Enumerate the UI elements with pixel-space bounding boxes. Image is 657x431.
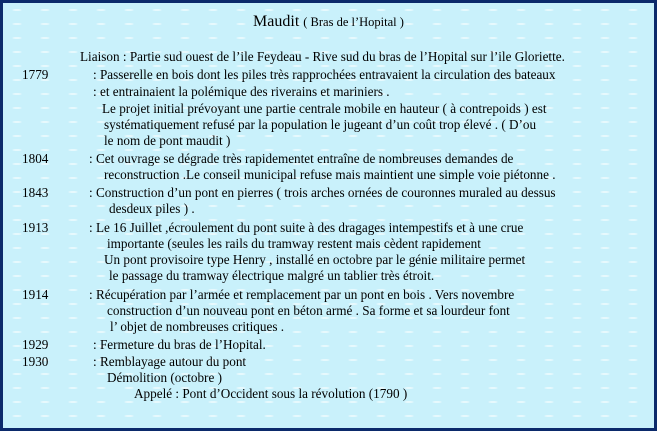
year-1913: 1913 <box>22 220 49 235</box>
entry-line: l’ objet de nombreuses critiques . <box>110 319 285 334</box>
entry-line: Démolition (octobre ) <box>107 370 222 385</box>
entry-line: reconstruction .Le conseil municipal refuse mais maintient une simple voie piétonne . <box>104 167 556 182</box>
title-main: Maudit <box>253 13 300 30</box>
entry-line: : Remblayage autour du pont <box>93 354 247 369</box>
intro-line: Liaison : Partie sud ouest de l’ile Feydeau - Rive sud du bras de l’Hopital sur l’ile Gloriette. <box>80 49 565 64</box>
entry-line: : Construction d’un pont en pierres ( trois arches ornées de couronnes muraled au dessus <box>89 185 556 200</box>
entry-line: le passage du tramway électrique malgré un tablier très étroit. <box>109 268 435 283</box>
year-1779: 1779 <box>22 67 49 82</box>
year-1930: 1930 <box>22 354 49 369</box>
entry-line: : Fermeture du bras de l’Hopital. <box>93 337 266 352</box>
entry-line: : et entrainaient la polémique des riverains et mariniers . <box>93 84 390 99</box>
year-1929: 1929 <box>22 337 49 352</box>
entry-line: desdeux piles ) . <box>109 201 195 216</box>
entry-line: : Passerelle en bois dont les piles très rapprochées entravaient la circulation des bateaux <box>93 67 556 82</box>
year-1843: 1843 <box>22 185 49 200</box>
year-1804: 1804 <box>22 151 49 166</box>
page-title <box>3 13 654 31</box>
entry-line: Le projet initial prévoyant une partie centrale mobile en hauteur ( à contrepoids ) est <box>102 101 547 116</box>
entry-line: le nom de pont maudit ) <box>104 133 231 148</box>
entry-line: : Le 16 Juillet ,écroulement du pont suite à des dragages intempestifs et à une crue <box>89 220 524 235</box>
entry-line: : Récupération par l’armée et remplacement par un pont en bois . Vers novembre <box>89 287 515 302</box>
footer-note: Appelé : Pont d’Occident sous la révolution (1790 ) <box>134 386 408 401</box>
entry-line: construction d’un nouveau pont en béton armé . Sa forme et sa lourdeur font <box>107 303 510 318</box>
entry-line: systématiquement refusé par la population le jugeant d’un coût trop élevé . ( D’ou <box>104 117 537 132</box>
year-1914: 1914 <box>22 287 49 302</box>
entry-line: importante (seules les rails du tramway restent mais cèdent rapidement <box>107 236 481 251</box>
entry-line: : Cet ouvrage se dégrade très rapidementet entraîne de nombreuses demandes de <box>89 151 514 166</box>
title-sub: ( Bras de l’Hopital ) <box>303 15 404 29</box>
entry-line: Un pont provisoire type Henry , installé en octobre par le génie militaire permet <box>104 252 526 267</box>
